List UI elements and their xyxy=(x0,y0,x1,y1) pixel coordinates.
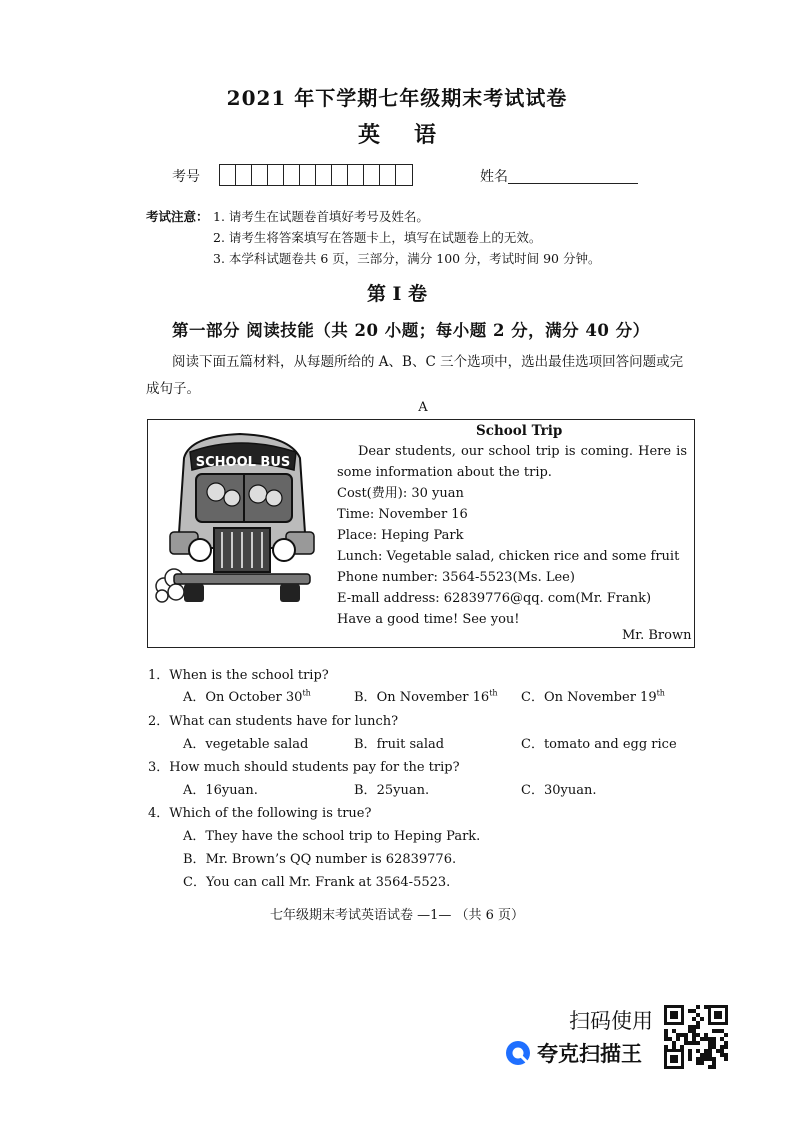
question-stem: 1．When is the school trip? xyxy=(148,668,329,683)
page-footer: 七年级期末考试英语试卷 —1— （共 6 页） xyxy=(269,908,525,923)
option-b[interactable]: B．25yuan. xyxy=(354,783,430,798)
part-heading: 第一部分 阅读技能（共 20 小题；每小题 2 分，满分 40 分） xyxy=(172,321,650,340)
option-c[interactable]: C．tomato and egg rice xyxy=(521,737,677,752)
question-stem: 2．What can students have for lunch? xyxy=(148,714,399,729)
option-c[interactable]: C．On November 19th xyxy=(521,688,665,705)
option-b[interactable]: B．On November 16th xyxy=(354,688,498,705)
option-b[interactable]: B．fruit salad xyxy=(354,737,445,752)
exam-number-box[interactable] xyxy=(364,165,380,185)
passage-line: Place: Heping Park xyxy=(337,528,464,543)
option-a[interactable]: A．16yuan. xyxy=(183,783,258,798)
notice-heading: 考试注意： xyxy=(146,209,209,224)
exam-number-box[interactable] xyxy=(380,165,396,185)
subject-title: 英语 xyxy=(357,122,470,148)
exam-number-box[interactable] xyxy=(348,165,364,185)
passage-paragraph: Dear students, our school trip is coming. Here is some information about the trip. xyxy=(337,444,687,480)
exam-number-box[interactable] xyxy=(268,165,284,185)
option-a[interactable]: A．vegetable salad xyxy=(183,737,309,752)
qr-code-icon[interactable] xyxy=(664,1005,728,1069)
bus-sign-text: SCHOOL BUS xyxy=(195,455,291,470)
exam-number-box[interactable] xyxy=(332,165,348,185)
scan-to-use-text: 扫码使用 xyxy=(569,1009,653,1033)
exam-number-label: 考号 xyxy=(172,169,200,185)
option-a[interactable]: A．On October 30th xyxy=(183,688,311,705)
name-field-line[interactable] xyxy=(508,183,638,184)
brand-logo-icon xyxy=(505,1040,531,1066)
exam-number-boxes[interactable] xyxy=(219,164,413,186)
exam-number-box[interactable] xyxy=(284,165,300,185)
notice-item: 1. 请考生在试题卷首填好考号及姓名。 xyxy=(213,209,429,224)
passage-line: Lunch: Vegetable salad, chicken rice and some fruit xyxy=(337,549,680,564)
volume-heading: 第 I 卷 xyxy=(366,283,428,305)
exam-number-box[interactable] xyxy=(396,165,412,185)
passage-letter: A xyxy=(418,400,428,415)
option-b[interactable]: B．Mr. Brown’s QQ number is 62839776. xyxy=(183,852,457,867)
exam-number-box[interactable] xyxy=(300,165,316,185)
brand-name: 夸克扫描王 xyxy=(537,1042,642,1066)
question-stem: 4．Which of the following is true? xyxy=(148,806,372,821)
passage-line: Time: November 16 xyxy=(337,507,468,522)
option-c[interactable]: C．You can call Mr. Frank at 3564-5523. xyxy=(183,875,451,890)
name-label: 姓名 xyxy=(480,169,508,185)
exam-number-box[interactable] xyxy=(236,165,252,185)
notice-item: 3. 本学科试题卷共 6 页，三部分，满分 100 分，考试时间 90 分钟。 xyxy=(213,251,601,266)
scanner-brand xyxy=(505,1038,642,1068)
option-a[interactable]: A．They have the school trip to Heping Park. xyxy=(183,829,481,844)
question-stem: 3．How much should students pay for the trip? xyxy=(148,760,460,775)
school-bus-illustration xyxy=(150,428,320,608)
option-c[interactable]: C．30yuan. xyxy=(521,783,597,798)
exam-number-box[interactable] xyxy=(220,165,236,185)
exam-number-box[interactable] xyxy=(316,165,332,185)
notice-item: 2. 请考生将答案填写在答题卡上，填写在试题卷上的无效。 xyxy=(213,230,542,245)
exam-title: 2021 年下学期七年级期末考试试卷 xyxy=(226,86,568,110)
passage-line: Cost(费用): 30 yuan xyxy=(337,486,464,501)
passage-line: Have a good time! See you! xyxy=(337,612,520,627)
part-instructions: 阅读下面五篇材料，从每题所给的 A、B、C 三个选项中，选出最佳选项回答问题或完成句子。 xyxy=(146,354,684,397)
passage-title: School Trip xyxy=(476,423,563,439)
exam-number-box[interactable] xyxy=(252,165,268,185)
passage-line: E-mall address: 62839776@qq. com(Mr. Frank) xyxy=(337,591,652,606)
passage-line: Phone number: 3564-5523(Ms. Lee) xyxy=(337,570,575,585)
passage-signature: Mr. Brown xyxy=(622,628,692,643)
